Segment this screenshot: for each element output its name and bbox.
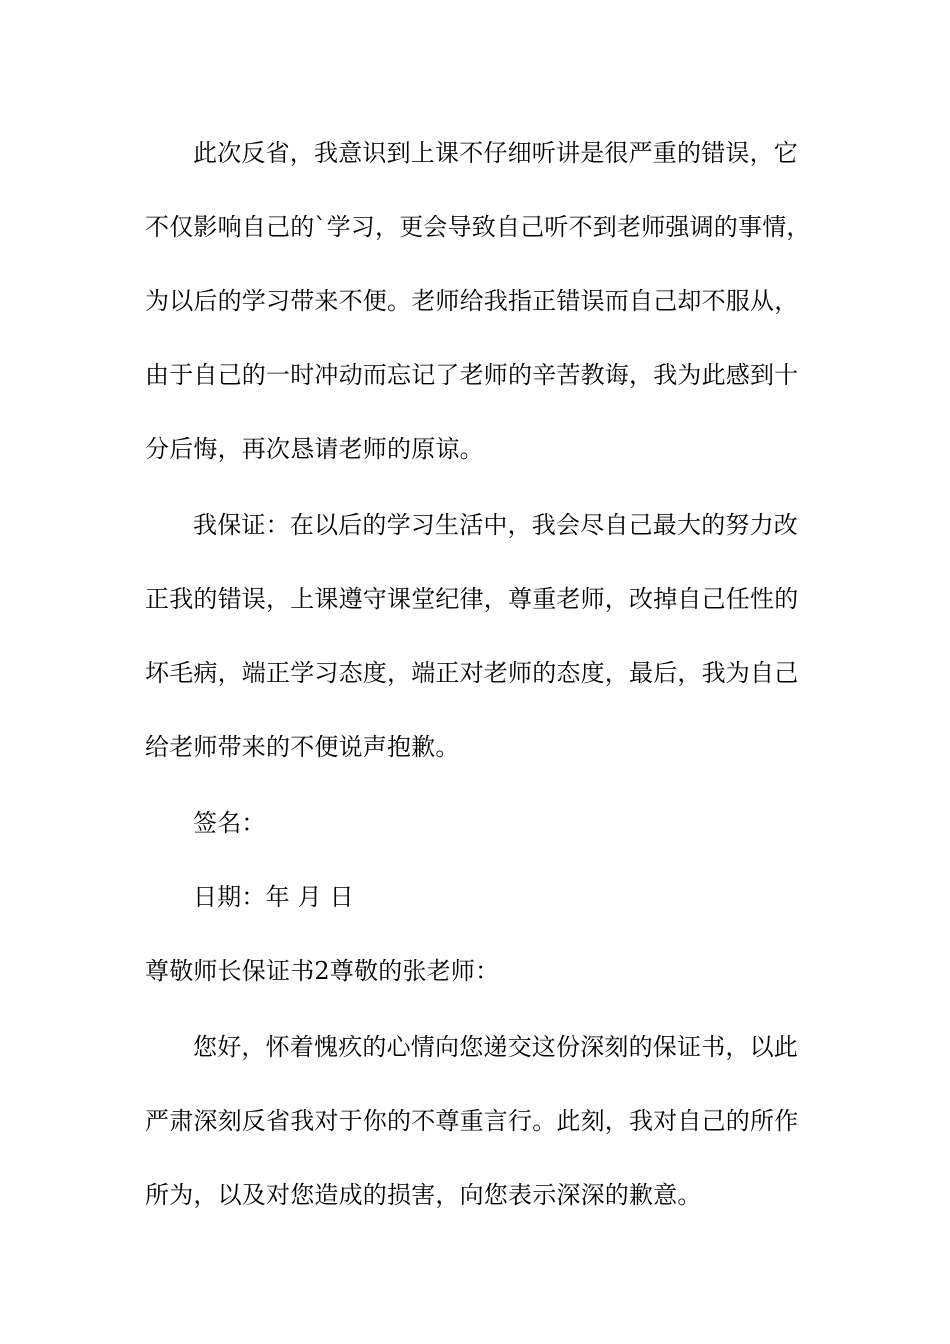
paragraph-line: 坏毛病，端正学习态度，端正对老师的态度，最后，我为自己 bbox=[145, 659, 799, 687]
paragraph-line: 为以后的学习带来不便。老师给我指正错误而自己却不服从， bbox=[145, 287, 799, 315]
signature-label: 签名： bbox=[193, 809, 266, 837]
paragraph-line: 不仅影响自己的`学习，更会导致自己听不到老师强调的事情， bbox=[145, 213, 811, 241]
paragraph-line: 所为，以及对您造成的损害，向您表示深深的歉意。 bbox=[145, 1181, 702, 1209]
date-label: 日期：年 月 日 bbox=[193, 883, 354, 911]
paragraph-line: 此次反省，我意识到上课不仔细听讲是很严重的错误，它 bbox=[193, 139, 798, 167]
paragraph-line: 严肃深刻反省我对于你的不尊重言行。此刻，我对自己的所作 bbox=[145, 1107, 799, 1135]
paragraph-line: 分后悔，再次恳请老师的原谅。 bbox=[145, 435, 484, 463]
paragraph-line: 正我的错误，上课遵守课堂纪律，尊重老师，改掉自己任性的 bbox=[145, 585, 799, 613]
paragraph-line: 由于自己的一时冲动而忘记了老师的辛苦教诲，我为此感到十 bbox=[145, 361, 799, 389]
paragraph-line: 您好，怀着愧疚的心情向您递交这份深刻的保证书，以此 bbox=[193, 1033, 798, 1061]
section-heading: 尊敬师长保证书2尊敬的张老师： bbox=[145, 957, 500, 985]
paragraph-line: 我保证：在以后的学习生活中，我会尽自己最大的努力改 bbox=[193, 511, 798, 539]
paragraph-line: 给老师带来的不便说声抱歉。 bbox=[145, 733, 460, 761]
